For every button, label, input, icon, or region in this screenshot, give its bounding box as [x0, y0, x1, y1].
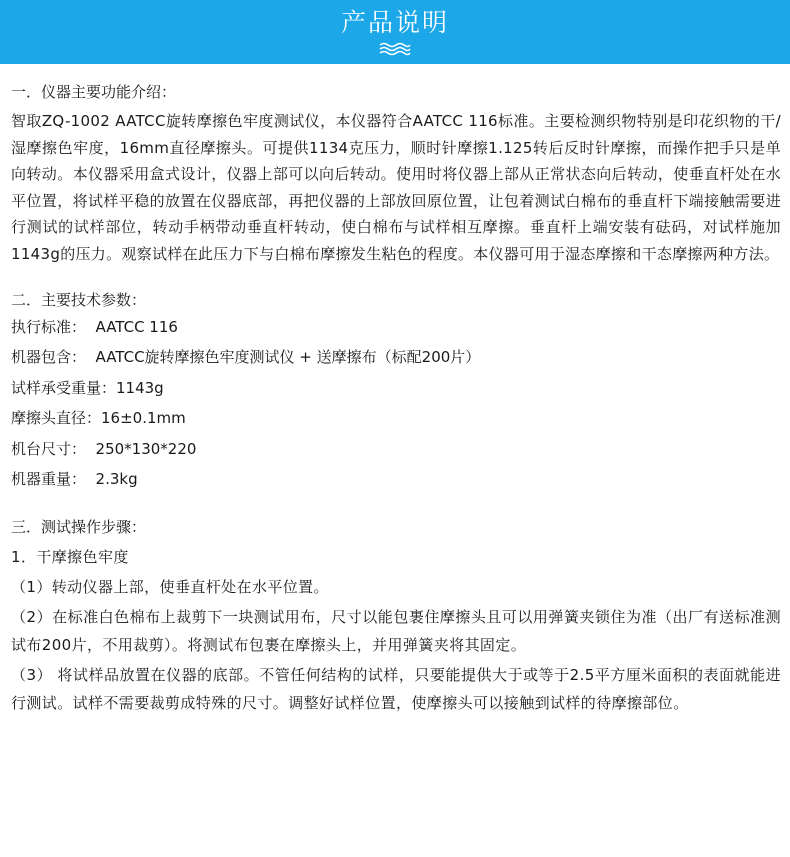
section-3-title: 三．测试操作步骤：: [11, 517, 147, 536]
wave-icon: [379, 42, 411, 56]
page-title: 产品说明: [340, 8, 449, 37]
spec-dimensions: 机台尺寸： 250*130*220: [11, 439, 197, 458]
step-2: （2）在标准白色棉布上裁剪下一块测试用布，尺寸以能包裹住摩擦头且可以用弹簧夹锁住为准（出厂有送标准测试布200片，不用裁剪）。将测试布包裹在摩擦头上，并用弹簧夹将其固定。: [11, 607, 781, 654]
section-1-title: 一．仪器主要功能介绍：: [11, 83, 177, 101]
product-description: [11, 80, 781, 717]
section-1-body: 智取ZQ-1002 AATCC旋转摩擦色牢度测试仪，本仪器符合AATCC 116标准。主要检测织物特别是印花织物的干/湿摩擦色牢度，16mm直径摩擦头。可提供1134克压力，顺时针摩擦1.125转后反时针摩擦，而操作把手只是单向转动。本仪器采用盒式设计，仪器上部可以向后转动。使用时将仪器上部从正常状态向后转动，使垂直杆处在水平位置，将试样平稳的放置在仪器底部，再把仪器的上部放回原位置，让包着测试白棉布的垂直杆下端接触需要进行测试的试样部位，转动手柄带动垂直杆转动，使白棉布与试样相互摩擦。垂直杆上端安装有砝码，对试样施加1143g的压力。观察试样在此压力下与白棉布摩擦发生粘色的程度。本仪器可用于湿态摩擦和干态摩擦两种方法。: [11, 112, 781, 263]
section-2-title: 二．主要技术参数：: [11, 290, 147, 309]
step-3: （3） 将试样品放置在仪器的底部。不管任何结构的试样，只要能提供大于或等于2.5平方厘米面积的表面就能进行测试。试样不需要裁剪成特殊的尺寸。调整好试样位置，使摩擦头可以接触到试样的待摩擦部位。: [11, 665, 781, 712]
spec-standard: 执行标准： AATCC 116: [11, 317, 178, 336]
spec-package: 机器包含： AATCC旋转摩擦色牢度测试仪 + 送摩擦布（标配200片）: [11, 348, 481, 367]
header-banner: [0, 0, 790, 64]
step-1: （1）转动仪器上部，使垂直杆处在水平位置。: [11, 577, 329, 596]
spec-weight: 机器重量： 2.3kg: [11, 470, 138, 489]
section-3-subtitle: 1．干摩擦色牢度: [11, 547, 129, 566]
spec-head-diameter: 摩擦头直径：16±0.1mm: [11, 409, 186, 428]
spec-load: 试样承受重量：1143g: [11, 378, 164, 397]
spec-list: [11, 312, 781, 495]
